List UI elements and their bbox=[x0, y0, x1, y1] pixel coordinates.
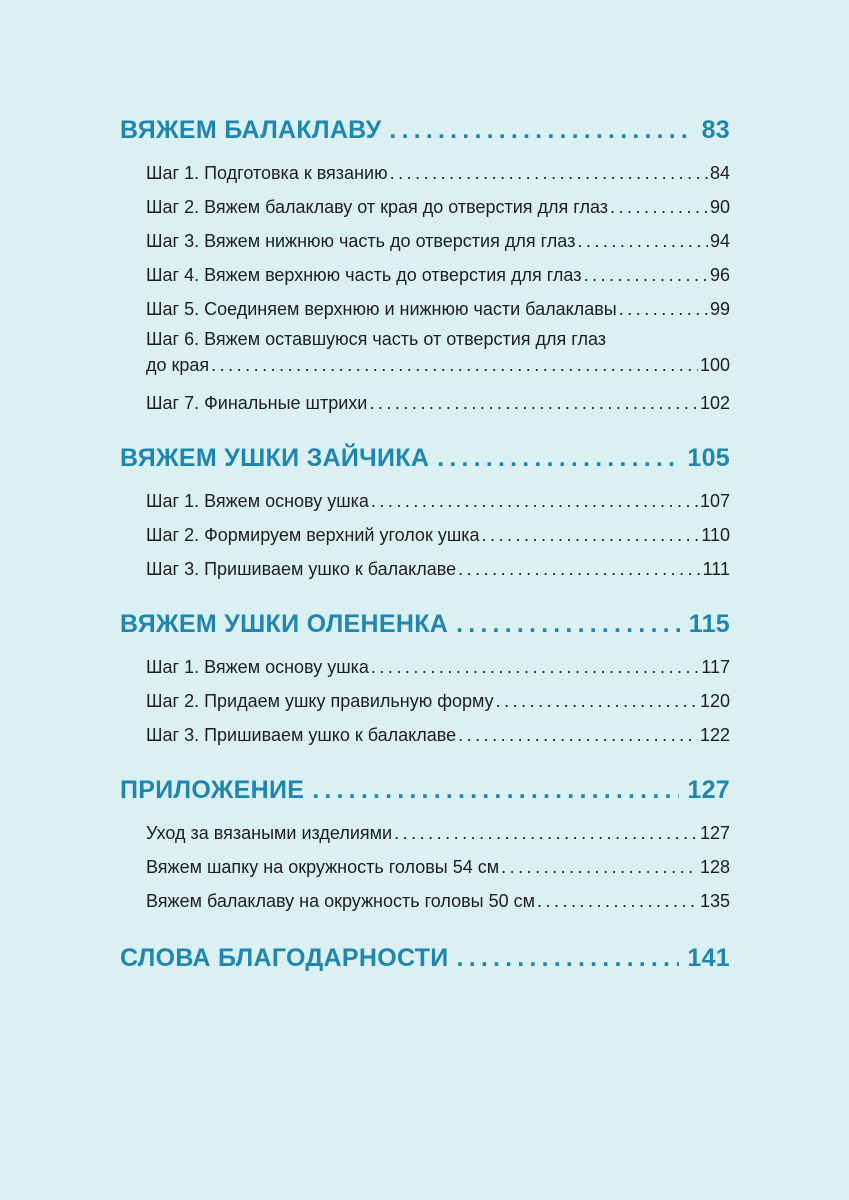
dot-leader bbox=[577, 224, 708, 258]
toc-entry bbox=[146, 816, 730, 850]
entry-page: 107 bbox=[699, 491, 730, 511]
toc-section-balaclava bbox=[120, 112, 730, 420]
section-page: 127 bbox=[687, 776, 730, 804]
entry-page: 84 bbox=[709, 163, 730, 183]
entry-title: Шаг 7. Финальные штрихи bbox=[146, 393, 368, 413]
section-title: ВЯЖЕМ БАЛАКЛАВУ bbox=[120, 116, 382, 144]
toc-entry bbox=[146, 518, 730, 552]
entry-page: 111 bbox=[702, 559, 730, 579]
entry-title: Шаг 5. Соединяем верхнюю и нижнюю части балаклавы bbox=[146, 299, 617, 319]
toc-entry bbox=[146, 650, 730, 684]
dot-leader bbox=[610, 190, 708, 224]
dot-leader bbox=[584, 258, 708, 292]
dot-leader bbox=[457, 940, 680, 976]
entry-title: Вяжем шапку на окружность головы 54 см bbox=[146, 857, 500, 877]
entry-title: Шаг 2. Формируем верхний уголок ушка bbox=[146, 525, 480, 545]
toc-section-appendix bbox=[120, 772, 730, 918]
entry-title-line1: Шаг 6. Вяжем оставшуюся часть от отверстия для глаз bbox=[146, 329, 607, 349]
entry-title: Вяжем балаклаву на окружность головы 50 см bbox=[146, 891, 536, 911]
toc-entries bbox=[120, 650, 730, 752]
entry-page: 120 bbox=[699, 691, 730, 711]
dot-leader bbox=[456, 606, 681, 642]
dot-leader bbox=[211, 352, 698, 378]
toc-entry bbox=[146, 292, 730, 326]
toc-entry bbox=[146, 884, 730, 918]
dot-leader bbox=[482, 518, 700, 552]
dot-leader bbox=[369, 386, 698, 420]
toc-entry bbox=[146, 386, 730, 420]
dot-leader bbox=[501, 850, 698, 884]
toc-entry bbox=[146, 258, 730, 292]
section-page: 83 bbox=[701, 116, 730, 144]
toc-entry bbox=[146, 326, 730, 378]
entry-title: Шаг 1. Подготовка к вязанию bbox=[146, 163, 388, 183]
entry-page: 90 bbox=[709, 197, 730, 217]
section-page: 141 bbox=[687, 944, 730, 972]
section-title: ВЯЖЕМ УШКИ ОЛЕНЕНКА bbox=[120, 610, 449, 638]
dot-leader bbox=[312, 772, 679, 808]
toc-entry bbox=[146, 684, 730, 718]
dot-leader bbox=[619, 292, 708, 326]
entry-page: 122 bbox=[699, 725, 730, 745]
toc-entry bbox=[146, 190, 730, 224]
entry-title: Шаг 3. Вяжем нижнюю часть до отверстия для глаз bbox=[146, 231, 576, 251]
entry-title: Шаг 2. Вяжем балаклаву от края до отверстия для глаз bbox=[146, 197, 609, 217]
entry-title: Шаг 2. Придаем ушку правильную форму bbox=[146, 691, 494, 711]
entry-title: Шаг 1. Вяжем основу ушка bbox=[146, 657, 369, 677]
entry-page: 135 bbox=[699, 891, 730, 911]
entry-title: Шаг 3. Пришиваем ушко к балаклаве bbox=[146, 725, 457, 745]
toc-entry bbox=[146, 484, 730, 518]
toc-entries bbox=[120, 156, 730, 420]
toc-heading bbox=[120, 940, 730, 976]
toc-entries bbox=[120, 484, 730, 586]
entry-title: Шаг 1. Вяжем основу ушка bbox=[146, 491, 369, 511]
entry-page: 127 bbox=[699, 823, 730, 843]
dot-leader bbox=[537, 884, 698, 918]
entry-page: 96 bbox=[709, 265, 730, 285]
entry-title: Шаг 4. Вяжем верхнюю часть до отверстия для глаз bbox=[146, 265, 582, 285]
toc-entry bbox=[146, 156, 730, 190]
toc-heading bbox=[120, 112, 730, 148]
entry-page: 99 bbox=[709, 299, 730, 319]
dot-leader bbox=[371, 484, 698, 518]
toc-heading bbox=[120, 440, 730, 476]
toc-entries bbox=[120, 816, 730, 918]
entry-title: Уход за вязаными изделиями bbox=[146, 823, 393, 843]
toc-entry bbox=[146, 718, 730, 752]
table-of-contents bbox=[120, 112, 730, 976]
toc-heading bbox=[120, 772, 730, 808]
entry-page: 117 bbox=[701, 657, 730, 677]
entry-page: 128 bbox=[699, 857, 730, 877]
section-title: ВЯЖЕМ УШКИ ЗАЙЧИКА bbox=[120, 444, 430, 472]
section-title: ПРИЛОЖЕНИЕ bbox=[120, 776, 305, 804]
entry-page: 94 bbox=[709, 231, 730, 251]
dot-leader bbox=[390, 156, 708, 190]
entry-page: 110 bbox=[701, 525, 730, 545]
entry-page: 100 bbox=[699, 355, 730, 375]
toc-section-deer-ears bbox=[120, 606, 730, 752]
dot-leader bbox=[389, 112, 693, 148]
toc-entry bbox=[146, 552, 730, 586]
dot-leader bbox=[458, 552, 700, 586]
dot-leader bbox=[394, 816, 698, 850]
entry-title: Шаг 3. Пришиваем ушко к балаклаве bbox=[146, 559, 457, 579]
toc-section-bunny-ears bbox=[120, 440, 730, 586]
dot-leader bbox=[458, 718, 698, 752]
section-page: 115 bbox=[688, 610, 730, 638]
toc-section-acknowledgements bbox=[120, 940, 730, 976]
entry-line2 bbox=[146, 352, 730, 378]
section-title: СЛОВА БЛАГОДАРНОСТИ bbox=[120, 944, 449, 972]
dot-leader bbox=[371, 650, 699, 684]
section-page: 105 bbox=[687, 444, 730, 472]
entry-title-line2: до края bbox=[146, 355, 210, 375]
entry-page: 102 bbox=[699, 393, 730, 413]
toc-entry bbox=[146, 850, 730, 884]
toc-entry bbox=[146, 224, 730, 258]
dot-leader bbox=[437, 440, 679, 476]
dot-leader bbox=[496, 684, 698, 718]
toc-heading bbox=[120, 606, 730, 642]
